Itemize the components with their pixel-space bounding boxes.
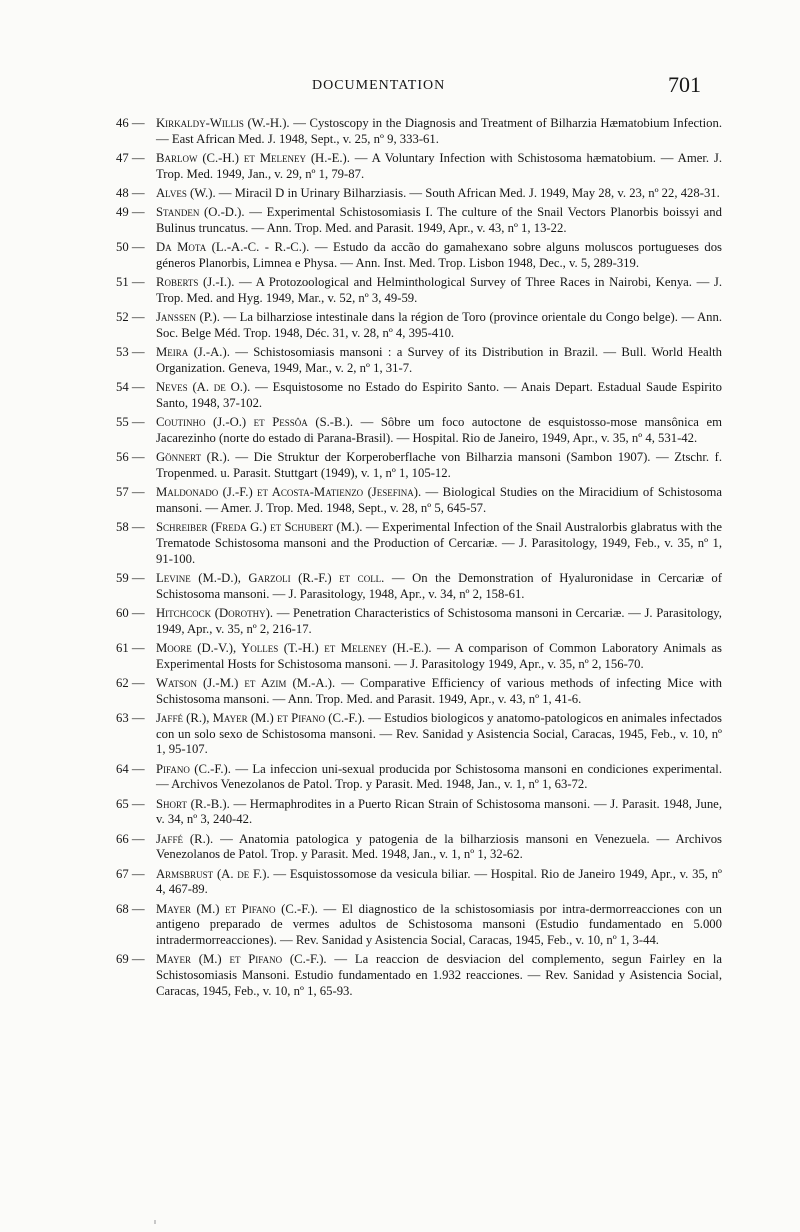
page-header <box>0 74 800 104</box>
reference-body <box>156 205 722 235</box>
reference-citation: — La reaccion de desviacion del complemento, segun Fairley en la Schistosomiasis Mansoni. Estudio fundamentado en 1.932 reacciones. — Rev. Sanidad y Asistencia Social, Caracas, 1945, Feb., v. 10, nº 1, 65-93. <box>156 952 722 998</box>
reference-authors: Hitchcock (Dorothy). <box>156 606 274 620</box>
reference-number: 51 — <box>116 275 145 290</box>
stray-mark <box>154 1220 156 1224</box>
reference-number: 48 — <box>116 186 145 200</box>
reference-authors: Kirkaldy-Willis (W.-H.). <box>156 116 290 130</box>
reference-citation: — El diagnostico de la schistosomiasis por intra-dermorreacciones con un antigeno preparado de vermes adultos de Schistosoma mansoni (Estudio fundamentado en 5.000 intradermorreacciones). — Rev. Sanidad y Asistencia Social, Caracas, 1945, Feb., v. 10, nº 1, 3-44. <box>156 901 722 948</box>
reference-number: 69 — <box>116 952 145 967</box>
reference-authors: Moore (D.-V.), Yolles (T.-H.) et Meleney (H.-E.). <box>156 641 432 655</box>
reference-authors: Barlow (C.-H.) et Meleney (H.-E.). <box>156 151 350 165</box>
reference-entry <box>116 345 722 376</box>
reference-body <box>156 676 722 706</box>
reference-body <box>156 571 722 601</box>
reference-body <box>156 952 722 997</box>
reference-body <box>156 380 722 410</box>
reference-body <box>156 116 722 146</box>
reference-number: 56 — <box>116 450 145 465</box>
reference-entry <box>116 952 722 999</box>
reference-authors: Janssen (P.). <box>156 310 220 325</box>
reference-citation: — Schistosomiasis mansoni : a Survey of its Distribution in Brazil. — Bull. World Health Organization. Geneva, 1949, Mar., v. 2, nº 1, 31-7. <box>156 345 722 375</box>
reference-entry <box>116 450 722 481</box>
reference-authors: Alves (W.). <box>156 186 216 200</box>
page-number: 701 <box>668 72 701 97</box>
reference-number: 63 — <box>116 711 145 725</box>
reference-body <box>156 450 722 480</box>
reference-entry <box>116 275 722 306</box>
reference-number: 60 — <box>116 606 145 620</box>
reference-entry <box>116 832 722 863</box>
reference-citation: — Miracil D in Urinary Bilharziasis. — South African Med. J. 1949, May 28, v. 23, nº 22, 428-31. <box>215 186 720 200</box>
reference-authors: Gönnert (R.). <box>156 450 230 465</box>
reference-citation: — Estudios biologicos y anatomo-patologicos en animales infectados con un solo sexo de Schistosoma mansoni. — Rev. Sanidad y Asistencia Social, Caracas, 1945, Feb., v. 10, nº 1, 95-107. <box>156 711 722 757</box>
reference-authors: Standen (O.-D.). <box>156 205 245 220</box>
reference-entry <box>116 641 722 672</box>
reference-citation: — Comparative Efficiency of various methods of infecting Mice with Schistosoma mansoni. — Ann. Trop. Med. and Parasit. 1949, Apr., v. 43, nº 1, 41-6. <box>156 676 722 706</box>
reference-entry <box>116 902 722 949</box>
reference-number: 67 — <box>116 866 145 881</box>
running-head: DOCUMENTATION <box>312 78 446 93</box>
reference-entry <box>116 571 722 602</box>
reference-entry <box>116 520 722 567</box>
reference-authors: Roberts (J.-I.). <box>156 275 235 290</box>
reference-citation: — A comparison of Common Laboratory Animals as Experimental Hosts for Schistosoma mansoni. — J. Parasitology 1949, Apr., v. 35, nº 2, 156-70. <box>156 641 722 671</box>
reference-citation: — Experimental Infection of the Snail Australorbis glabratus with the Trematode Schistosoma mansoni and the Production of Cercariæ. — J. Parasitology, 1949, Feb., v. 35, nº 1, 91-100. <box>156 520 722 566</box>
reference-number: 54 — <box>116 380 145 395</box>
reference-entry <box>116 310 722 341</box>
reference-body <box>156 606 722 636</box>
reference-authors: Watson (J.-M.) et Azim (M.-A.). <box>156 676 336 690</box>
reference-citation: — Sôbre um foco autoctone de esquistosso-mose mansônica em Jacarezinho (norte do estado di Parana-Brasil). — Hospital. Rio de Janeiro, 1949, Apr., v. 35, nº 4, 531-42. <box>156 415 722 445</box>
reference-number: 64 — <box>116 761 145 776</box>
reference-entry <box>116 606 722 637</box>
reference-number: 50 — <box>116 240 145 255</box>
reference-body <box>156 797 722 827</box>
reference-citation: — Esquistossomose da vesicula biliar. — Hospital. Rio de Janeiro 1949, Apr., v. 35, nº 4, 467-89. <box>156 866 722 897</box>
reference-authors: Pifano (C.-F.). <box>156 761 231 776</box>
reference-number: 62 — <box>116 676 145 690</box>
reference-authors: Da Mota (L.-A.-C. - R.-C.). <box>156 240 310 255</box>
reference-citation: — Cystoscopy in the Diagnosis and Treatment of Bilharzia Hæmatobium Infection. — East African Med. J. 1948, Sept., v. 25, nº 9, 333-61. <box>156 116 723 146</box>
reference-citation: — Esquistosome no Estado do Espirito Santo. — Anais Depart. Estadual Saude Espirito Santo, 1948, 37-102. <box>156 380 722 410</box>
reference-entry <box>116 380 722 411</box>
reference-entry <box>116 205 722 236</box>
reference-body <box>156 275 722 305</box>
reference-citation: — La bilharziose intestinale dans la région de Toro (province orientale du Congo belge). — Ann. Soc. Belge Méd. Trop. 1948, Déc. 31, v. 28, nº 4, 395-410. <box>156 310 722 340</box>
reference-number: 46 — <box>116 116 145 130</box>
reference-number: 68 — <box>116 901 145 916</box>
reference-entry <box>116 676 722 707</box>
reference-entry <box>116 711 722 758</box>
reference-citation: — Penetration Characteristics of Schistosoma mansoni in Cercariæ. — J. Parasitology, 1949, Apr., v. 35, nº 2, 216-17. <box>156 606 722 636</box>
reference-citation: — Estudo da accão do gamahexano sobre alguns moluscos portugueses dos géneros Planorbis, Limnea e Physa. — Ann. Inst. Med. Trop. Lisbon 1948, Dec., v. 5, 289-319. <box>156 240 722 270</box>
reference-entry <box>116 186 722 202</box>
reference-number: 65 — <box>116 796 145 811</box>
reference-number: 55 — <box>116 415 145 430</box>
reference-citation: — Experimental Schistosomiasis I. The culture of the Snail Vectors Planorbis boissyi and Bulinus truncatus. — Ann. Trop. Med. and Parasit. 1949, Apr., v. 43, nº 1, 13-22. <box>156 205 722 235</box>
reference-authors: Coutinho (J.-O.) et Pessôa (S.-B.). <box>156 415 354 430</box>
reference-authors: Jaffé (R.), Mayer (M.) et Pifano (C.-F.). <box>156 711 365 725</box>
reference-authors: Jaffé (R.). <box>156 831 214 846</box>
reference-body <box>156 186 720 200</box>
reference-number: 58 — <box>116 520 145 535</box>
reference-number: 66 — <box>116 831 145 846</box>
reference-entry <box>116 151 722 182</box>
reference-citation: — Biological Studies on the Miracidium of Schistosoma mansoni. — Amer. J. Trop. Med. 1948, Sept., v. 28, nº 5, 645-57. <box>156 485 722 515</box>
reference-body <box>156 641 722 671</box>
reference-number: 57 — <box>116 485 145 500</box>
reference-citation: — Anatomia patologica y patogenia de la bilharziosis mansoni en Venezuela. — Archivos Venezolanos de Patol. Trop. y Parasit. Med. 1948, Jan., v. 1, nº 1, 32-62. <box>156 831 722 862</box>
reference-authors: Schreiber (Freda G.) et Schubert (M.). <box>156 520 363 535</box>
reference-list <box>116 116 722 1003</box>
reference-number: 49 — <box>116 205 145 220</box>
reference-citation: — On the Demonstration of Hyaluronidase in Cercariæ of Schistosoma mansoni. — J. Parasitology, 1948, Apr., v. 34, nº 2, 158-61. <box>156 571 722 601</box>
reference-citation: — La infeccion uni-sexual producida por Schistosoma mansoni en condiciones experimental. — Archivos Venezolanos de Patol. Trop. y Parasit. Med. 1948, Jan., v. 1, nº 1, 63-72. <box>156 761 722 792</box>
reference-entry <box>116 867 722 898</box>
reference-citation: — Die Struktur der Korperoberflache von Bilharzia mansoni (Sambon 1907). — Ztschr. f. Tropenmed. u. Parasit. Stuttgart (1949), v. 1, nº 1, 105-12. <box>156 450 723 480</box>
reference-authors: Neves (A. de O.). <box>156 380 251 395</box>
reference-authors: Mayer (M.) et Pifano (C.-F.). <box>156 901 318 916</box>
reference-number: 47 — <box>116 151 145 165</box>
reference-entry <box>116 240 722 271</box>
reference-body <box>156 415 722 445</box>
reference-body <box>156 345 722 375</box>
reference-entry <box>116 415 722 446</box>
reference-entry <box>116 762 722 793</box>
reference-entry <box>116 485 722 516</box>
reference-body <box>156 485 722 515</box>
reference-authors: Levine (M.-D.), Garzoli (R.-F.) et coll. <box>156 571 385 585</box>
reference-number: 53 — <box>116 345 145 360</box>
reference-body <box>156 151 722 181</box>
reference-number: 52 — <box>116 310 145 325</box>
reference-body <box>156 240 722 270</box>
reference-citation: — A Protozoological and Helminthological Survey of Three Races in Nairobi, Kenya. — J. Trop. Med. and Hyg. 1949, Mar., v. 52, nº 3, 49-59. <box>156 275 723 305</box>
reference-authors: Meira (J.-A.). <box>156 345 230 360</box>
reference-authors: Short (R.-B.). <box>156 796 230 811</box>
reference-body <box>156 832 722 862</box>
reference-body <box>156 711 722 756</box>
reference-number: 61 — <box>116 641 145 655</box>
reference-entry <box>116 797 722 828</box>
reference-entry <box>116 116 722 147</box>
reference-citation: — Hermaphrodites in a Puerto Rican Strain of Schistosoma mansoni. — J. Parasit. 1948, June, v. 34, nº 3, 240-42. <box>156 796 722 827</box>
reference-authors: Armsbrust (A. de F.). <box>156 866 270 881</box>
reference-authors: Mayer (M.) et Pifano (C.-F.). <box>156 952 327 967</box>
reference-authors: Maldonado (J.-F.) et Acosta-Matienzo (Jesefina). <box>156 485 422 500</box>
reference-body <box>156 762 722 792</box>
reference-number: 59 — <box>116 571 145 585</box>
reference-body <box>156 867 722 897</box>
reference-citation: — A Voluntary Infection with Schistosoma hæmatobium. — Amer. J. Trop. Med. 1949, Jan., v. 29, nº 1, 79-87. <box>156 151 722 181</box>
reference-body <box>156 902 722 947</box>
reference-body <box>156 520 722 565</box>
reference-body <box>156 310 722 340</box>
